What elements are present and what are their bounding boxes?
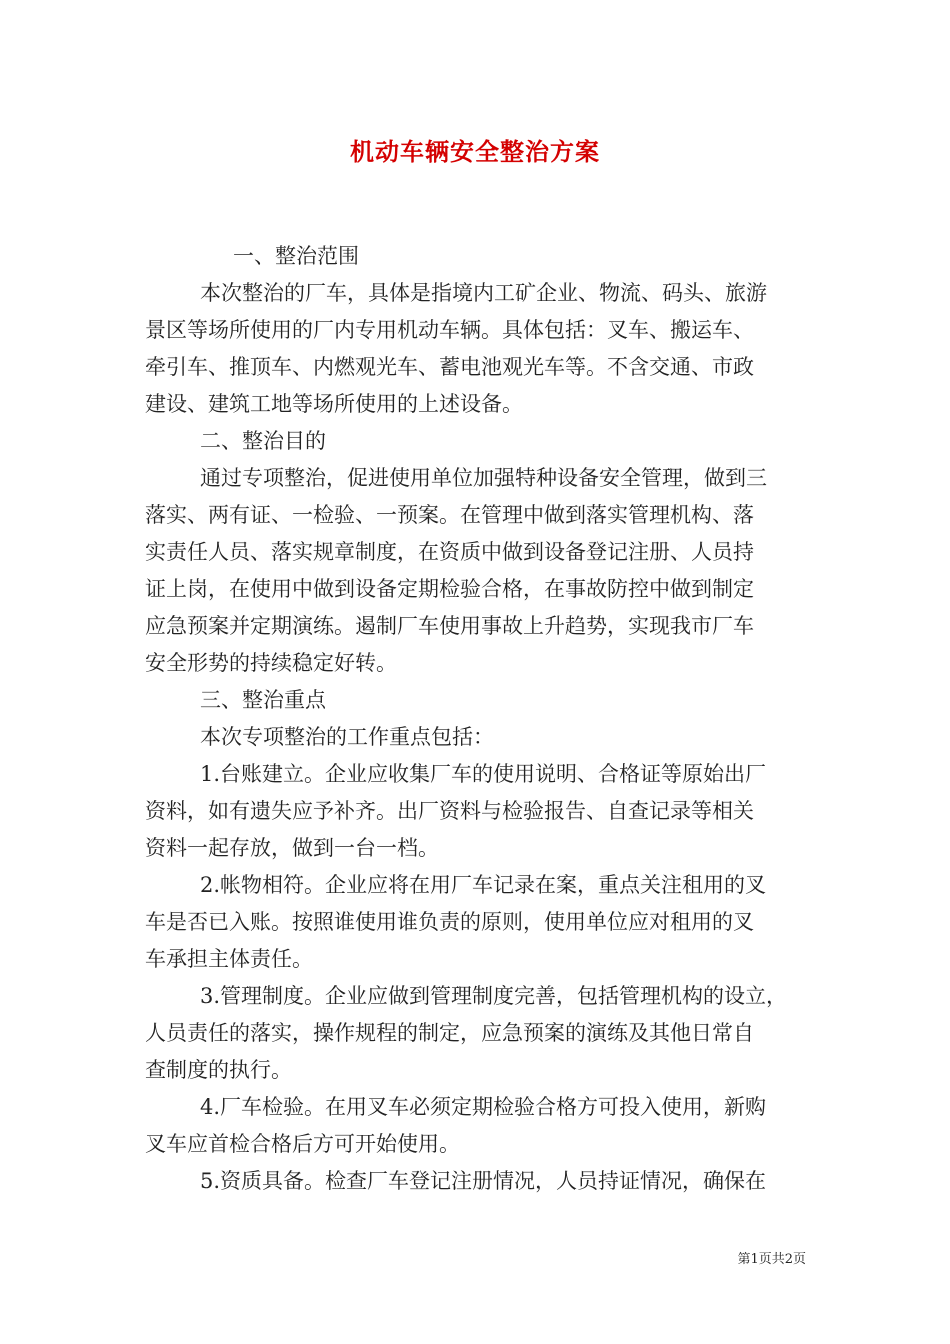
paragraph-line: 通过专项整治，促进使用单位加强特种设备安全管理，做到三 (200, 466, 767, 490)
document-title: 机动车辆安全整治方案 (350, 138, 600, 166)
section-heading-purpose: 二、整治目的 (200, 429, 326, 453)
list-item-line: 资料，如有遗失应予补齐。出厂资料与检验报告、自查记录等相关 (145, 799, 754, 823)
list-item-line: 车是否已入账。按照谁使用谁负责的原则，使用单位应对租用的叉 (145, 910, 754, 934)
list-item-line: 车承担主体责任。 (145, 947, 313, 971)
document-body (145, 238, 809, 1200)
list-item-line: 叉车应首检合格后方可开始使用。 (145, 1132, 460, 1156)
list-item-line: 3.管理制度。企业应做到管理制度完善，包括管理机构的设立， (200, 984, 788, 1008)
list-item-line: 资料一起存放，做到一台一档。 (145, 836, 439, 860)
paragraph-line: 牵引车、推顶车、内燃观光车、蓄电池观光车等。不含交通、市政 (145, 355, 754, 379)
paragraph-line: 本次专项整治的工作重点包括： (200, 725, 494, 749)
paragraph-line: 建设、建筑工地等场所使用的上述设备。 (145, 392, 523, 416)
paragraph-line: 实责任人员、落实规章制度，在资质中做到设备登记注册、人员持 (145, 540, 754, 564)
list-item-line: 5.资质具备。检查厂车登记注册情况，人员持证情况，确保在 (200, 1169, 767, 1193)
page-number: 第1页共2页 (737, 1252, 806, 1267)
paragraph-line: 应急预案并定期演练。遏制厂车使用事故上升趋势，实现我市厂车 (145, 614, 754, 638)
paragraph-line: 景区等场所使用的厂内专用机动车辆。具体包括：叉车、搬运车、 (145, 318, 754, 342)
list-item-line: 1.台账建立。企业应收集厂车的使用说明、合格证等原始出厂 (200, 762, 767, 786)
paragraph-line: 落实、两有证、一检验、一预案。在管理中做到落实管理机构、落 (145, 503, 754, 527)
paragraph-line: 证上岗，在使用中做到设备定期检验合格，在事故防控中做到制定 (145, 577, 754, 601)
list-item-line: 人员责任的落实，操作规程的制定，应急预案的演练及其他日常自 (145, 1021, 754, 1045)
list-item-line: 2.帐物相符。企业应将在用厂车记录在案，重点关注租用的叉 (200, 873, 767, 897)
section-heading-scope: 一、整治范围 (233, 244, 359, 268)
paragraph-line: 安全形势的持续稳定好转。 (145, 651, 397, 675)
list-item-line: 查制度的执行。 (145, 1058, 292, 1082)
list-item-line: 4.厂车检验。在用叉车必须定期检验合格方可投入使用，新购 (200, 1095, 767, 1119)
section-heading-focus: 三、整治重点 (200, 688, 326, 712)
paragraph-line: 本次整治的厂车，具体是指境内工矿企业、物流、码头、旅游 (200, 281, 767, 305)
